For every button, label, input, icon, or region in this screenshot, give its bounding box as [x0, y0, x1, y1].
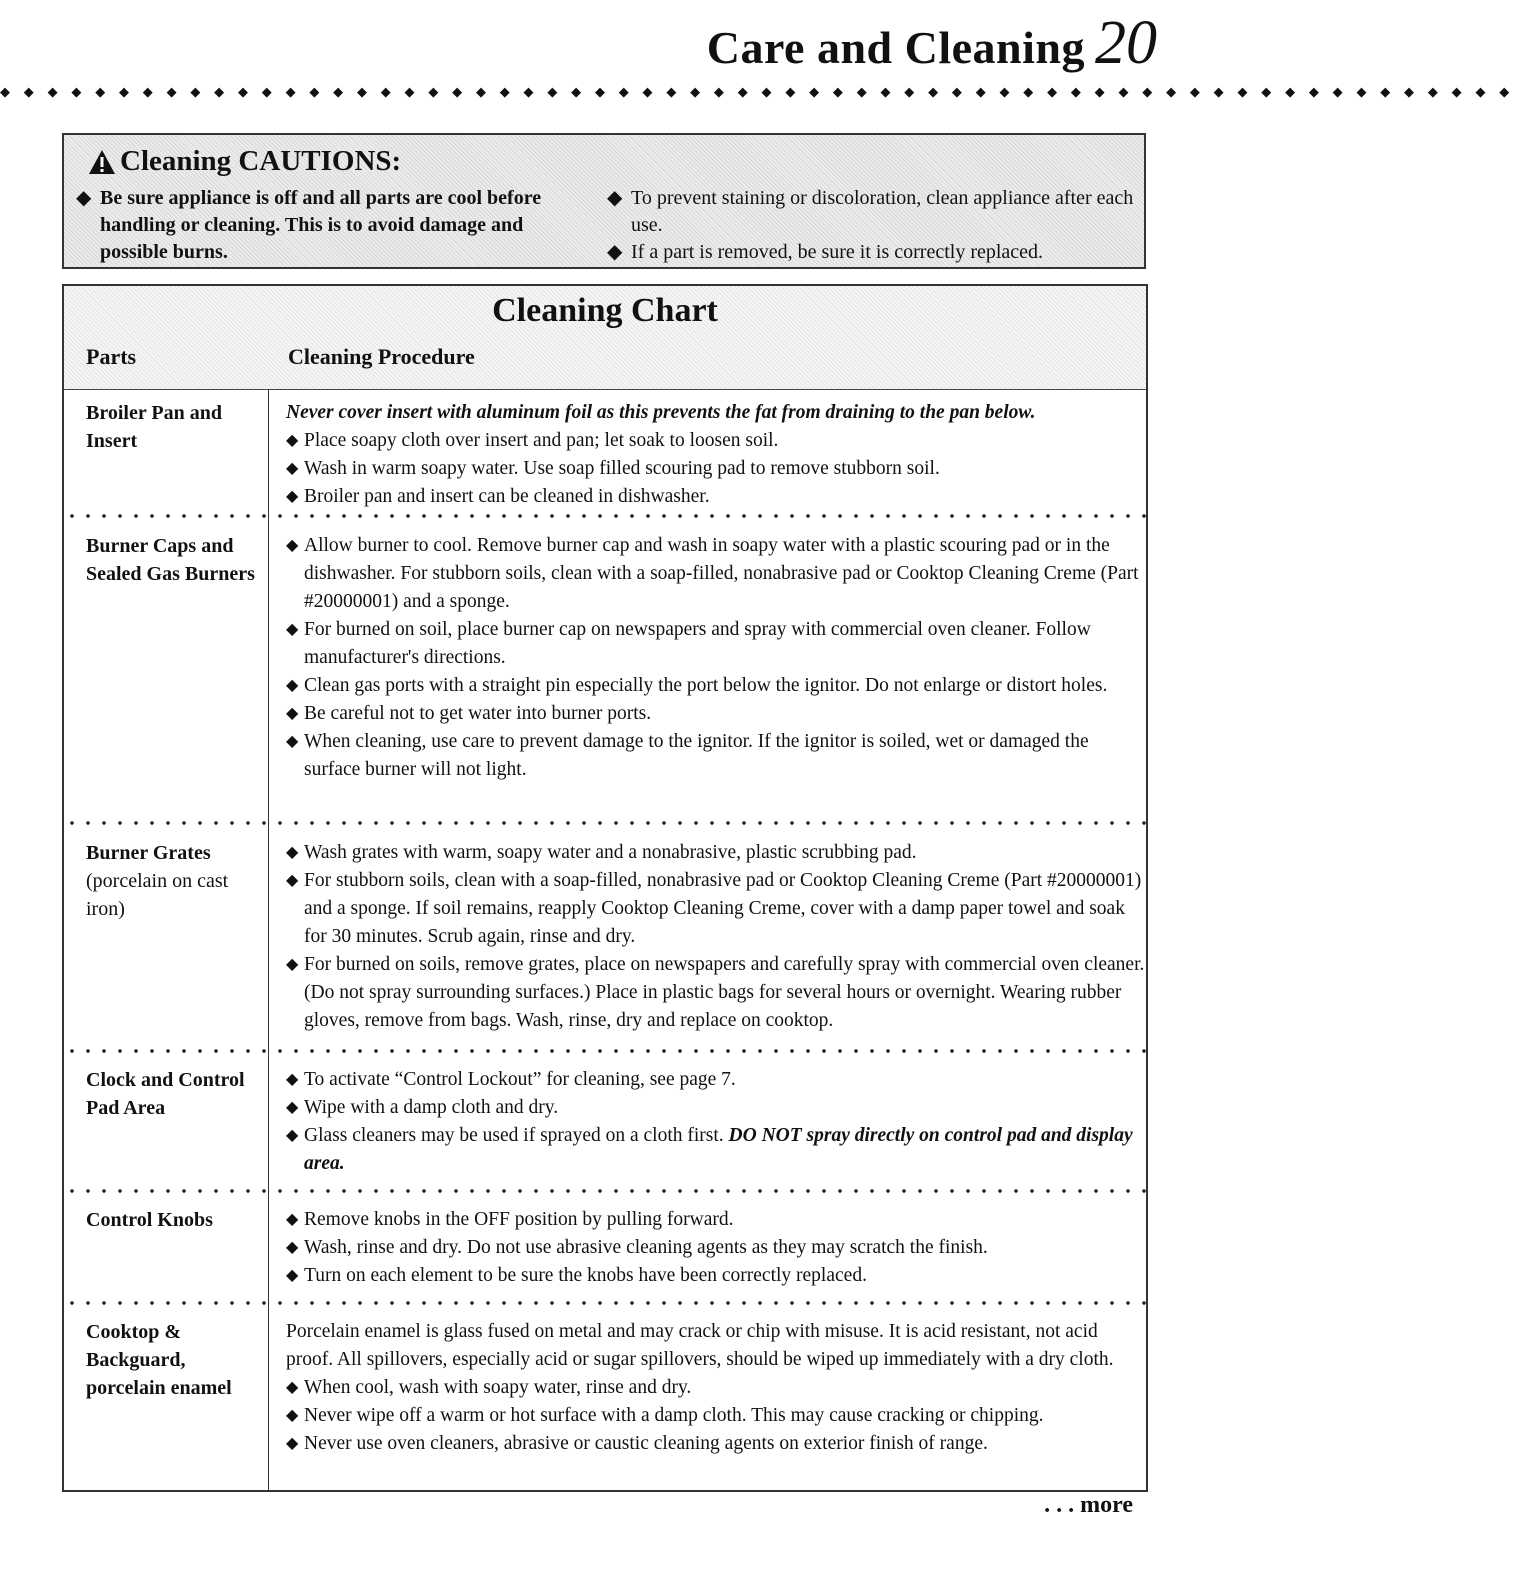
procedure-text: Never use oven cleaners, abrasive or caustic cleaning agents on exterior finish of range. [304, 1433, 988, 1454]
diamond-bullet-icon: ◆ [286, 432, 299, 449]
part-name: Burner Caps and Sealed Gas Burners [86, 535, 255, 585]
chart-header [64, 286, 1146, 390]
diamond-bullet-icon: ◆ [286, 1407, 299, 1424]
diamond-bullet-icon: ◆ [286, 460, 299, 477]
procedure-item [286, 700, 1146, 728]
table-row [64, 522, 1146, 812]
diamond-bullet-icon: ◆ [286, 1211, 299, 1228]
caution-text: Be sure appliance is off and all parts are cool before handling or cleaning. This is to avoid damage and possible burns. [100, 187, 542, 263]
procedure-text: Wash, rinse and dry. Do not use abrasive cleaning agents as they may scratch the finish. [304, 1237, 988, 1258]
part-note: (porcelain on cast iron) [86, 870, 229, 920]
diamond-bullet-icon: ◆ [286, 1099, 299, 1116]
caution-text: To prevent staining or discoloration, clean appliance after each use. [631, 187, 1134, 236]
table-row [64, 829, 1146, 1039]
caution-item [607, 239, 1137, 266]
diamond-bullet-icon: ◆ [76, 187, 92, 209]
procedure-item [286, 483, 1146, 511]
part-name: Broiler Pan and Insert [86, 402, 222, 452]
row-procedure [286, 532, 1146, 784]
procedure-item [286, 1066, 1146, 1094]
row-procedure [286, 1318, 1146, 1458]
diamond-bullet-icon: ◆ [607, 241, 623, 263]
row-part-label [86, 532, 266, 588]
diamond-bullet-icon: ◆ [286, 537, 299, 554]
procedure-item [286, 1374, 1146, 1402]
procedure-item [286, 1094, 1146, 1122]
procedure-item [286, 951, 1146, 1035]
table-row [64, 1056, 1146, 1176]
dotted-separator [64, 820, 1146, 826]
diamond-bullet-icon: ◆ [286, 1239, 299, 1256]
procedure-warning: DO NOT spray directly on control pad and display area. [304, 1125, 1133, 1174]
row-part-label [86, 839, 266, 923]
procedure-intro: Porcelain enamel is glass fused on metal and may crack or chip with misuse. It is acid resistant, not acid proof. All spillovers, especially acid or sugar spillovers, should be wiped up immediately with a dry cloth. [286, 1321, 1114, 1370]
row-part-label [86, 1066, 266, 1122]
procedure-item [286, 1206, 1146, 1234]
diamond-divider: ◆◆◆◆◆◆◆◆◆◆◆◆◆◆◆◆◆◆◆◆◆◆◆◆◆◆◆◆◆◆◆◆◆◆◆◆◆◆◆◆◆◆◆◆◆◆◆◆◆◆◆◆◆◆◆◆◆◆◆◆◆◆◆◆ [0, 84, 1523, 99]
procedure-text: Place soapy cloth over insert and pan; let soak to loosen soil. [304, 430, 779, 451]
cleaning-chart [62, 284, 1148, 1492]
table-row [64, 389, 1146, 511]
procedure-text: Never wipe off a warm or hot surface with a damp cloth. This may cause cracking or chipping. [304, 1405, 1044, 1426]
diamond-bullet-icon: ◆ [286, 956, 299, 973]
diamond-bullet-icon: ◆ [286, 488, 299, 505]
procedure-item [286, 839, 1146, 867]
cautions-left-column [76, 185, 596, 266]
cautions-heading [88, 145, 401, 178]
caution-text: If a part is removed, be sure it is correctly replaced. [631, 241, 1044, 263]
column-header-parts: Parts [86, 344, 137, 369]
row-procedure [286, 839, 1146, 1035]
dotted-separator [64, 1188, 1146, 1194]
caution-item [76, 185, 596, 266]
procedure-text: When cool, wash with soapy water, rinse and dry. [304, 1377, 692, 1398]
row-part-label [86, 399, 266, 455]
procedure-item [286, 616, 1146, 672]
diamond-bullet-icon: ◆ [286, 1127, 299, 1144]
cautions-right-column [607, 185, 1137, 266]
procedure-text: For burned on soils, remove grates, place on newspapers and carefully spray with commercial oven cleaner. (Do not spray surrounding surfaces.) Place in plastic bags for several hours or overnight. Wearing rubber gloves, remove from bags. Wash, rinse, dry and replace on cooktop. [304, 954, 1145, 1031]
dotted-separator [64, 513, 1146, 519]
procedure-warning: Never cover insert with aluminum foil as this prevents the fat from draining to the pan below. [286, 402, 1036, 423]
table-row [64, 1308, 1146, 1490]
diamond-bullet-icon: ◆ [607, 187, 623, 209]
row-part-label [86, 1318, 266, 1402]
diamond-bullet-icon: ◆ [286, 1071, 299, 1088]
procedure-text: To activate “Control Lockout” for cleaning, see page 7. [304, 1069, 736, 1090]
procedure-text: Wash grates with warm, soapy water and a nonabrasive, plastic scrubbing pad. [304, 842, 917, 863]
procedure-item [286, 1430, 1146, 1458]
page-title [706, 9, 1157, 77]
procedure-text: Broiler pan and insert can be cleaned in dishwasher. [304, 486, 710, 507]
dotted-separator [64, 1300, 1146, 1306]
procedure-text: Be careful not to get water into burner ports. [304, 703, 652, 724]
procedure-text: Wipe with a damp cloth and dry. [304, 1097, 559, 1118]
diamond-bullet-icon: ◆ [286, 1267, 299, 1284]
more-indicator: . . . more [1044, 1492, 1133, 1518]
procedure-text: Turn on each element to be sure the knobs have been correctly replaced. [304, 1265, 867, 1286]
title-text: Care and Cleaning [706, 22, 1085, 73]
procedure-item [286, 427, 1146, 455]
row-part-label [86, 1206, 266, 1234]
chart-title: Cleaning Chart [492, 292, 718, 329]
procedure-item [286, 455, 1146, 483]
diamond-bullet-icon: ◆ [286, 844, 299, 861]
part-name: Clock and Control Pad Area [86, 1069, 245, 1119]
part-name: Burner Grates [86, 842, 211, 864]
row-procedure [286, 399, 1146, 511]
cautions-box [62, 133, 1146, 269]
procedure-item [286, 1234, 1146, 1262]
procedure-item [286, 1262, 1146, 1290]
diamond-bullet-icon: ◆ [286, 1379, 299, 1396]
procedure-text: Glass cleaners may be used if sprayed on a cloth first. [304, 1125, 729, 1146]
column-header-procedure: Cleaning Procedure [288, 344, 475, 369]
procedure-item [286, 1402, 1146, 1430]
procedure-item [286, 728, 1146, 784]
procedure-text: Allow burner to cool. Remove burner cap and wash in soapy water with a plastic scouring pad or in the dishwasher. For stubborn soils, clean with a soap-filled, nonabrasive pad or Cooktop Cleaning Creme (Part #20000001) and a sponge. [304, 535, 1139, 612]
diamond-bullet-icon: ◆ [286, 1435, 299, 1452]
procedure-item [286, 1122, 1146, 1178]
diamond-bullet-icon: ◆ [286, 872, 299, 889]
procedure-text: Remove knobs in the OFF position by pulling forward. [304, 1209, 734, 1230]
diamond-bullet-icon: ◆ [286, 705, 299, 722]
diamond-bullet-icon: ◆ [286, 621, 299, 638]
caution-item [607, 185, 1137, 239]
procedure-text: When cleaning, use care to prevent damage to the ignitor. If the ignitor is soiled, wet or damaged the surface burner will not light. [304, 731, 1089, 780]
procedure-text: Clean gas ports with a straight pin especially the port below the ignitor. Do not enlarge or distort holes. [304, 675, 1108, 696]
procedure-text: Wash in warm soapy water. Use soap filled scouring pad to remove stubborn soil. [304, 458, 940, 479]
part-name: Control Knobs [86, 1209, 213, 1231]
procedure-item [286, 867, 1146, 951]
table-row [64, 1196, 1146, 1296]
procedure-text: For burned on soil, place burner cap on newspapers and spray with commercial oven cleaner. Follow manufacturer's directions. [304, 619, 1091, 668]
procedure-text: For stubborn soils, clean with a soap-filled, nonabrasive pad or Cooktop Cleaning Creme (Part #20000001) and a sponge. If soil remains, reapply Cooktop Cleaning Creme, cover with a damp paper towel and soak for 30 minutes. Scrub again, rinse and dry. [304, 870, 1142, 947]
row-procedure [286, 1206, 1146, 1290]
row-procedure [286, 1066, 1146, 1178]
procedure-item [286, 672, 1146, 700]
warning-triangle-icon [88, 148, 116, 176]
part-name: Cooktop & Backguard, porcelain enamel [86, 1321, 232, 1399]
cautions-heading-text: Cleaning CAUTIONS: [120, 145, 402, 177]
diamond-bullet-icon: ◆ [286, 677, 299, 694]
page-number: 20 [1095, 9, 1157, 77]
dotted-separator [64, 1048, 1146, 1054]
procedure-item [286, 532, 1146, 616]
diamond-bullet-icon: ◆ [286, 733, 299, 750]
